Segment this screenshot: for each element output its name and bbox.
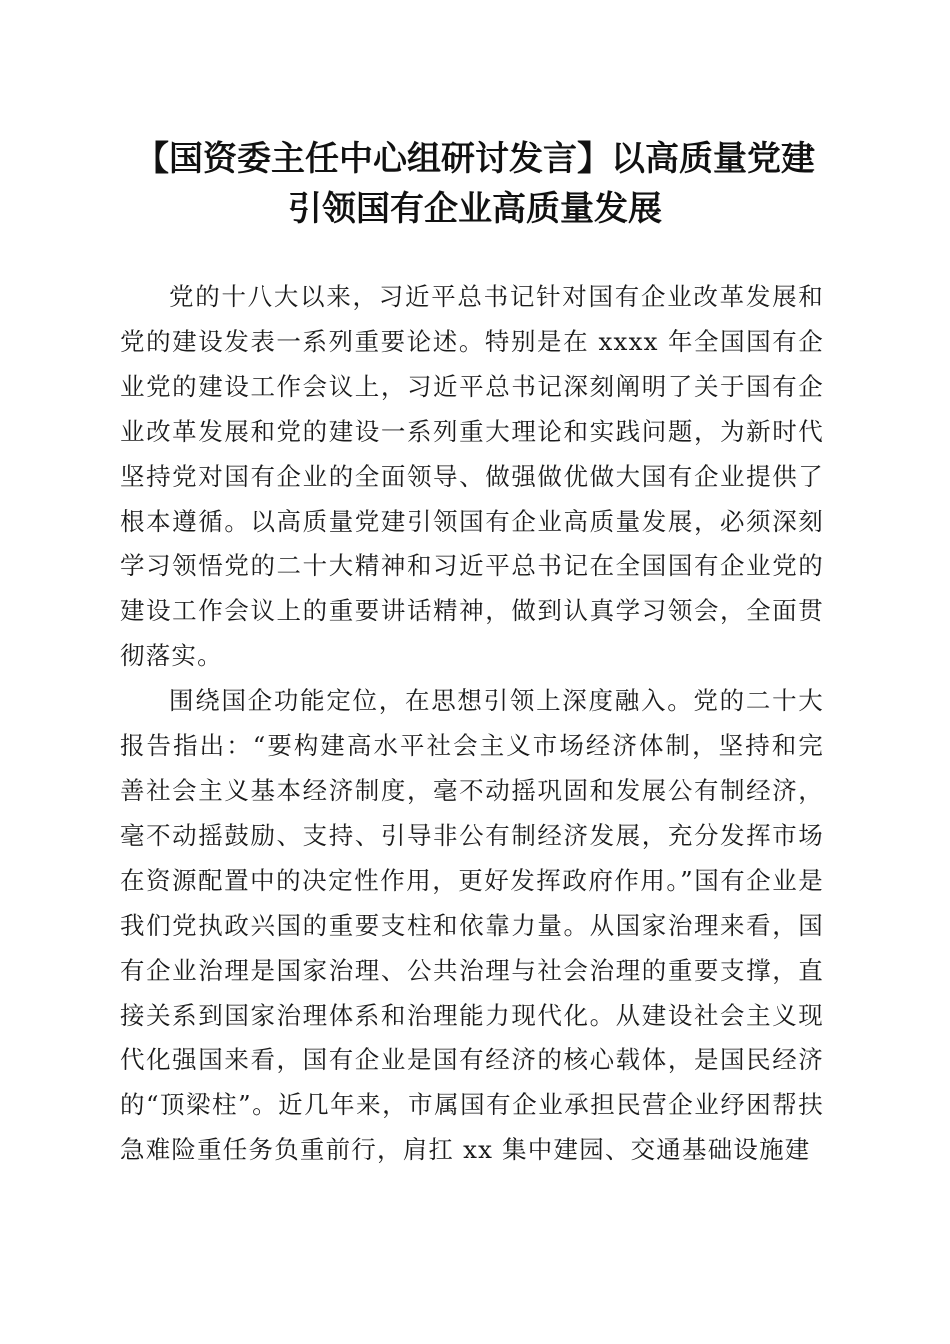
document-body bbox=[120, 275, 824, 1173]
document-title bbox=[110, 134, 840, 234]
title-line-1: 【国资委主任中心组研讨发言】以高质量党建 bbox=[135, 139, 815, 179]
title-line-2: 引领国有企业高质量发展 bbox=[288, 189, 662, 229]
paragraph-1: 党的十八大以来，习近平总书记针对国有企业改革发展和党的建设发表一系列重要论述。特别是在 xxxx 年全国国有企业党的建设工作会议上，习近平总书记深刻阐明了关于国有企业改革发展和党的建设一系列重大理论和实践问题，为新时代坚持党对国有企业的全面领导、做强做优做大国有企业提供了根本遵循。以高质量党建引领国有企业高质量发展，必须深刻学习领悟党的二十大精神和习近平总书记在全国国有企业党的建设工作会议上的重要讲话精神，做到认真学习领会，全面贯彻落实。 bbox=[120, 282, 824, 671]
paragraph-2: 围绕国企功能定位，在思想引领上深度融入。党的二十大报告指出：“要构建高水平社会主义市场经济体制，坚持和完善社会主义基本经济制度，毫不动摇巩固和发展公有制经济，毫不动摇鼓励、支持、引导非公有制经济发展，充分发挥市场在资源配置中的决定性作用，更好发挥政府作用。”国有企业是我们党执政兴国的重要支柱和依靠力量。从国家治理来看，国有企业治理是国家治理、公共治理与社会治理的重要支撑，直接关系到国家治理体系和治理能力现代化。从建设社会主义现代化强国来看，国有企业是国有经济的核心载体，是国民经济的“顶梁柱”。近几年来，市属国有企业承担民营企业纾困帮扶急难险重任务负重前行，肩扛 xx 集中建园、交通基础设施建 bbox=[120, 686, 824, 1165]
